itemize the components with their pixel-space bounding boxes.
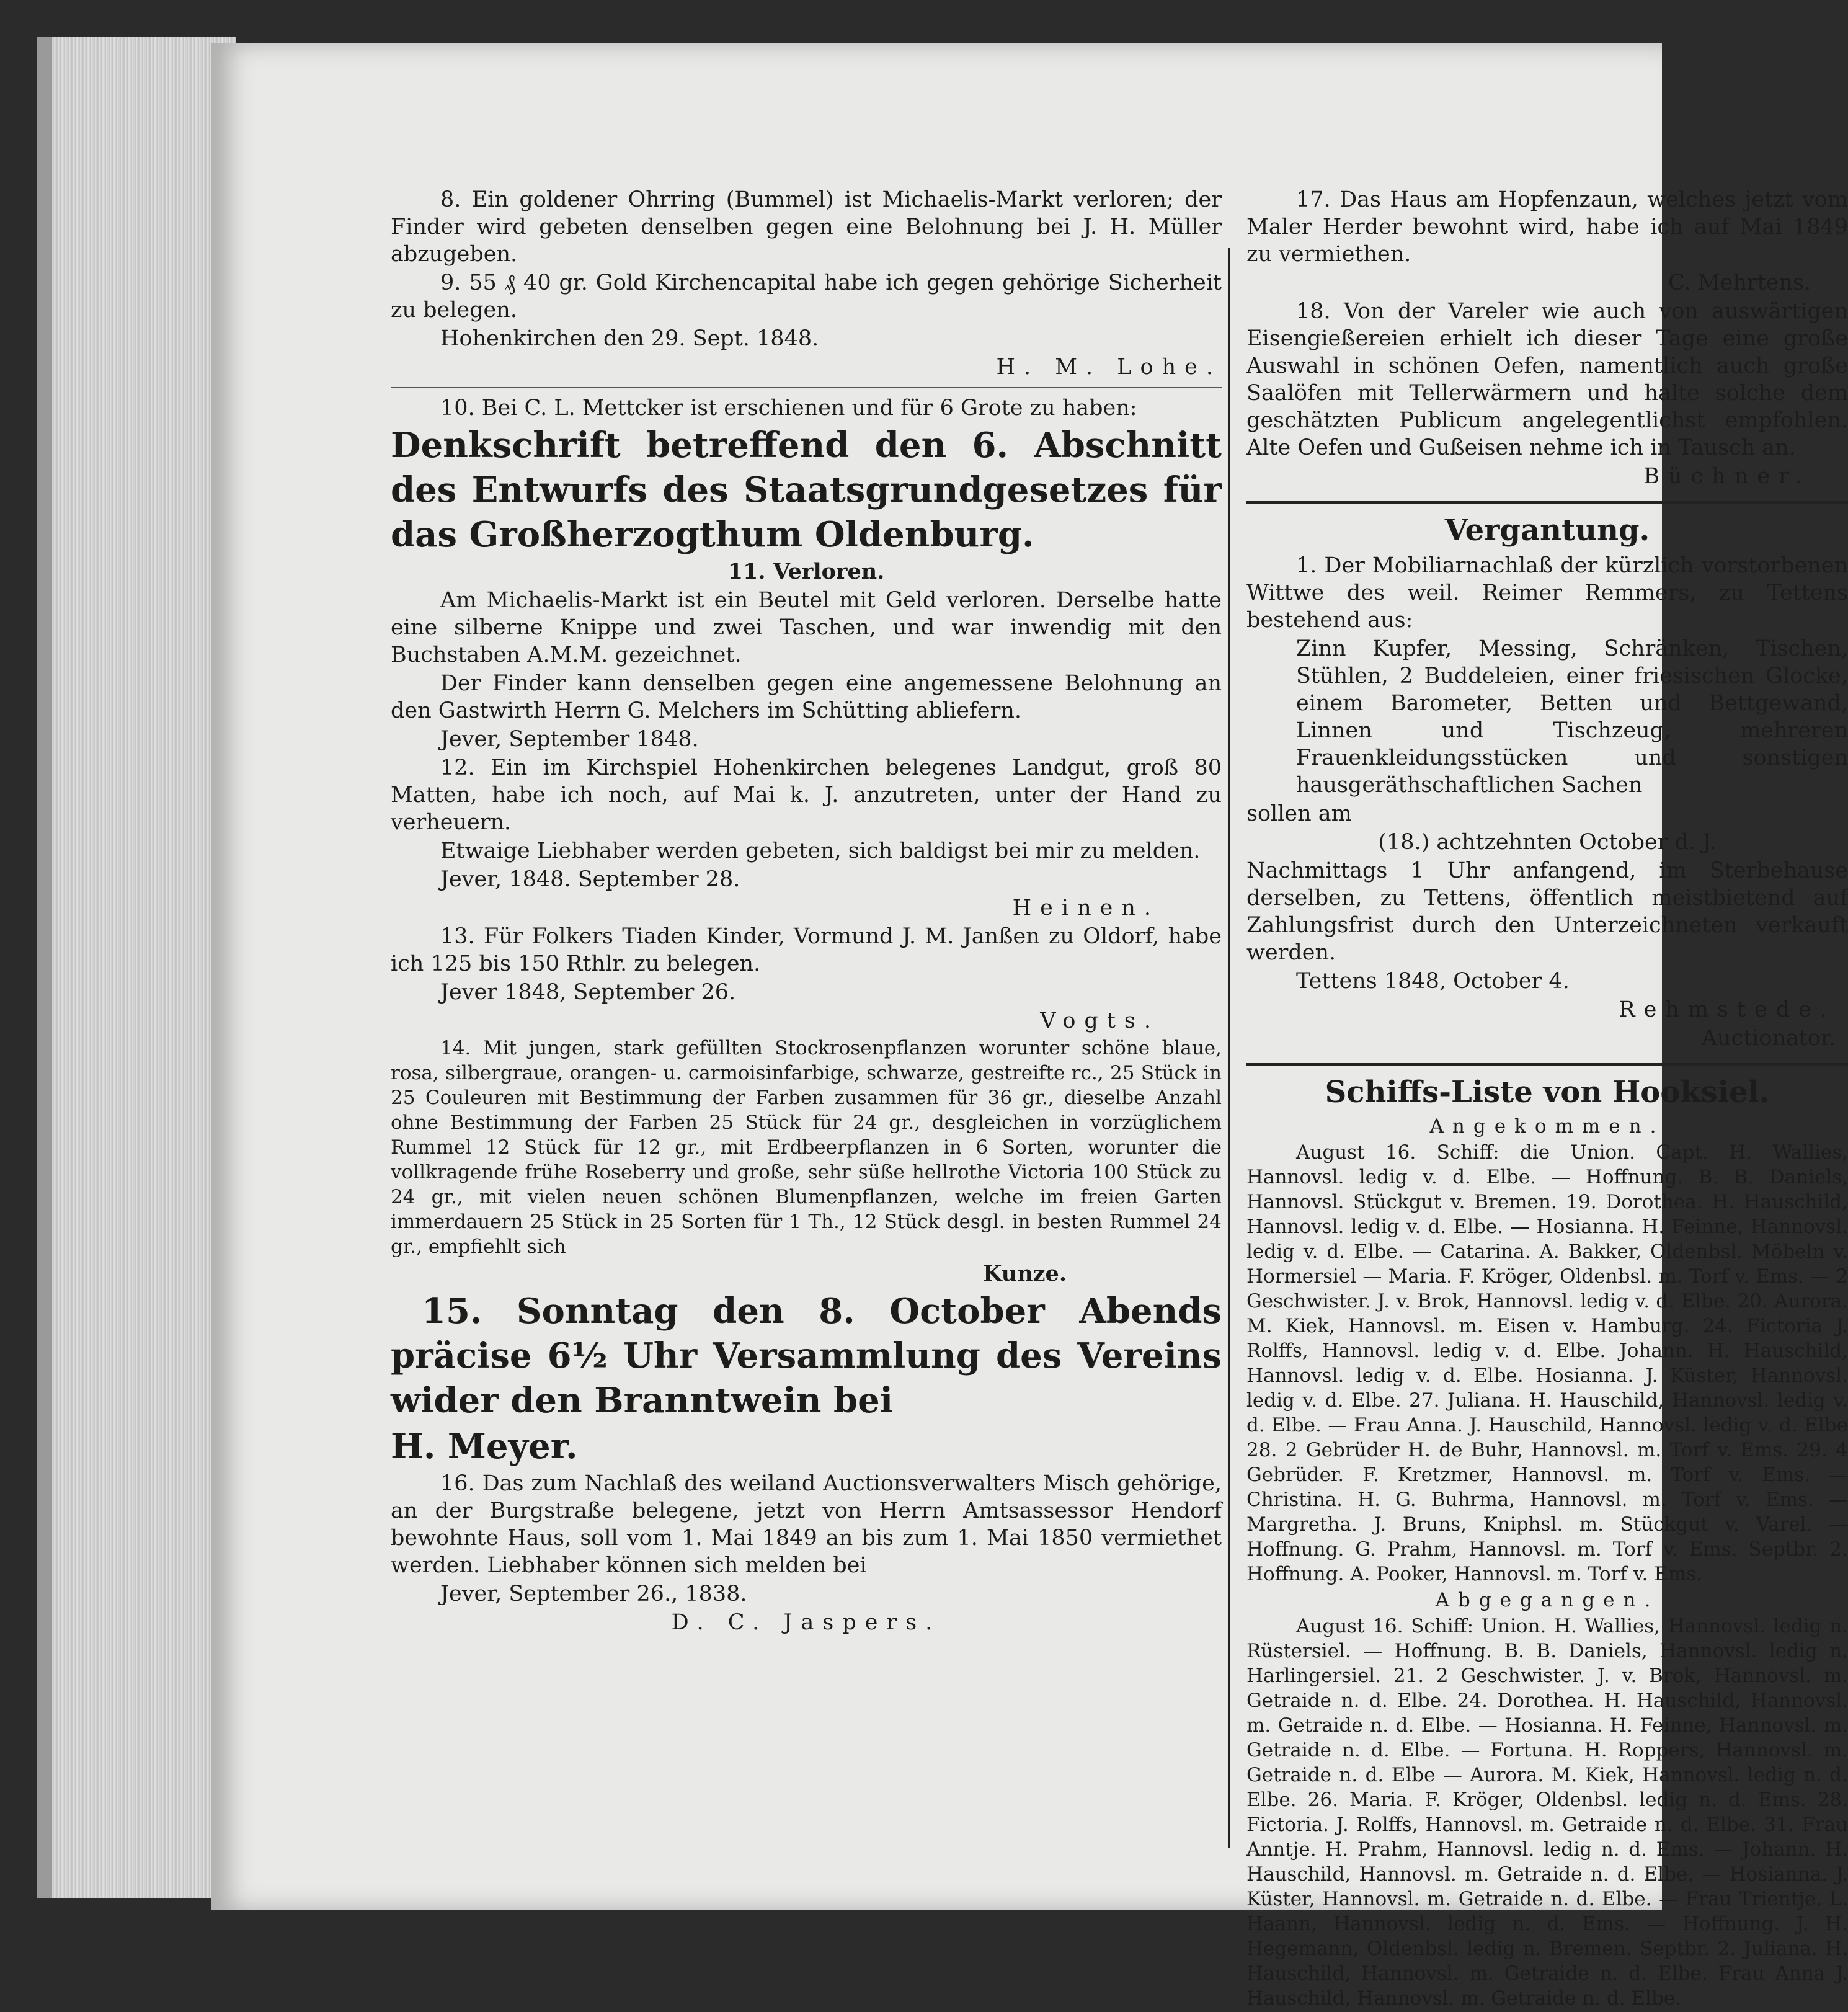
ad-16-signature: D. C. Jaspers. xyxy=(671,1610,941,1635)
ad-12-place: Jever, 1848. September 28. xyxy=(440,867,740,892)
ad-9-signature: H. M. Lohe. xyxy=(996,355,1222,380)
ad-13-place: Jever 1848, September 26. xyxy=(440,980,736,1005)
ad-11-text: Am Michaelis-Markt ist ein Beutel mit Geld verloren. Derselbe hatte eine silberne Knippe und zwei Taschen, und war inwendig mit den Buchstaben A.M.M. gezeichnet. xyxy=(391,588,1222,667)
angekommen-heading: Angekommen. xyxy=(1429,1115,1665,1137)
ad-11-text-2: Der Finder kann denselben gegen eine angemessene Belohnung an den Gastwirth Herrn G. Melchers im Schütting abliefern. xyxy=(391,671,1222,723)
vergantung-1-list: Zinn Kupfer, Messing, Schränken, Tischen, Stühlen, 2 Buddeleien, einer friesischen Glocke, einem Barometer, Betten und Bettgewand, Linnen und Tischzeug, mehreren Frauenkleidungsstücken und sonstigen hausgeräthschaftlichen Sachen xyxy=(1296,636,1848,798)
vergantung-1-place: Tettens 1848, October 4. xyxy=(1296,969,1570,994)
ad-12-text: 12. Ein im Kirchspiel Hohenkirchen belegenes Landgut, groß 80 Matten, habe ich noch, auf Mai k. J. anzutreten, unter der Hand zu verheuern. xyxy=(391,755,1222,835)
section-divider xyxy=(1246,1063,1848,1066)
ad-14-text: 14. Mit jungen, stark gefüllten Stockrosenpflanzen worunter schöne blaue, rosa, silbergraue, orangen- u. carmoisinfarbige, schwarze, gestreifte rc., 25 Stück in 25 Couleuren mit Bestimmung der Farben zusammen für 36 gr., dieselbe Anzahl ohne Bestimmung der Farben 25 Stück für 24 gr., desgleichen in vorzüglichem Rummel 12 Stück für 12 gr., mit Erdbeerpflanzen in 6 Sorten, worunter die vollkragende frühe Roseberry und große, sehr süße hellrothe Victoria 100 Stück zu 24 gr., mit vielen neuen schönen Blumenpflanzen, welche im freien Garten immerdauern 25 Stück in 25 Sorten für 1 Th., 12 Stück desgl. in besten Rummel 24 gr., empfiehlt sich xyxy=(391,1037,1222,1258)
vergantung-heading: Vergantung. xyxy=(1444,513,1650,548)
ad-18-signature: Büchner. xyxy=(1643,464,1811,489)
vergantung-1-signature: Rehmstede. xyxy=(1619,997,1836,1022)
ad-18-text: 18. Von der Vareler wie auch von auswärtigen Eisengießereien erhielt ich dieser Tage eine große Auswahl in schönen Oefen, namentlich auch große Saalöfen mit Tellerwärmern und halte solche dem geschätzten Publicum angelegentlichst empfohlen. Alte Oefen und Gußeisen nehme ich in Tausch an. xyxy=(1246,299,1848,460)
ad-17-text: 17. Das Haus am Hopfenzaun, welches jetzt vom Maler Herder bewohnt wird, habe ich auf Mai 1849 zu vermiethen. xyxy=(1246,187,1848,267)
divider xyxy=(391,387,1222,388)
ad-11-heading: 11. Verloren. xyxy=(727,559,885,584)
ad-16-place: Jever, September 26., 1838. xyxy=(440,1582,747,1606)
schiffs-liste-heading: Schiffs-Liste von Hooksiel. xyxy=(1325,1075,1770,1110)
vergantung-1-text-2: sollen am xyxy=(1246,801,1352,826)
ad-10-book-title: Denkschrift betreffend den 6. Abschnitt des Entwurfs des Staatsgrundgesetzes für das Großherzogthum Oldenburg. xyxy=(391,425,1222,555)
ad-14-signature: Kunze. xyxy=(983,1261,1067,1286)
ad-13-signature: Vogts. xyxy=(1040,1008,1160,1033)
section-divider xyxy=(1246,501,1848,504)
ad-11-place: Jever, September 1848. xyxy=(440,727,699,752)
abgegangen-list: August 16. Schiff: Union. H. Wallies, Hannovsl. ledig n. Rüstersiel. — Hoffnung. B. B. Daniels, Hannovsl. ledig n. Harlingersiel. 21. 2 Geschwister. J. v. Brok, Hannovsl. m. Getraide n. d. Elbe. 24. Dorothea. H. Hauschild, Hannovsl. m. Getraide n. d. Elbe. — Hosianna. H. Feinne, Hannovsl. m. Getraide n. d. Elbe. — Fortuna. H. Roppers, Hannovsl. m. Getraide n. d. Elbe — Aurora. M. Kiek, Hannovsl. ledig n. d. Elbe. 26. Maria. F. Kröger, Oldenbsl. ledig n. d. Ems. 28. Fictoria. J. Rolffs, Hannovsl. m. Getraide n. d. Elbe. 31. Frau Anntje. H. Prahm, Hannovsl. ledig n. d. Ems. — Johann. H. Hauschild, Hannovsl. m. Getraide n. d. Elbe. — Hosianna. J. Küster, Hannovsl. m. Getraide n. d. Elbe. — Frau Trientje. L. Haann, Hannovsl. ledig n. d. Ems. — Hoffnung. J. H. Hegemann, Oldenbsl. ledig n. Bremen. Septbr. 2. Juliana. H. Hauschild, Hannovsl. m. Getraide n. d. Elbe. Frau Anna J. Hauschild, Hannovsl. m. Getraide n. d. Elbe. xyxy=(1246,1615,1848,2010)
vergantung-1-text-3: Nachmittags 1 Uhr anfangend, im Sterbehause derselben, zu Tettens, öffentlich meistbietend auf Zahlungsfrist durch den Unterzeichneten verkauft werden. xyxy=(1246,858,1848,965)
vergantung-1-date: (18.) achtzehnten October d. J. xyxy=(1378,830,1717,855)
ad-16-text: 16. Das zum Nachlaß des weiland Auctionsverwalters Misch gehörige, an der Burgstraße belegene, jetzt von Herrn Amtsassessor Hendorf bewohnte Haus, soll vom 1. Mai 1849 an bis zum 1. Mai 1850 vermiethet werden. Liebhaber können sich melden bei xyxy=(391,1471,1222,1578)
abgegangen-heading: Abgegangen. xyxy=(1435,1589,1659,1611)
ad-13-text: 13. Für Folkers Tiaden Kinder, Vormund J. M. Janßen zu Oldorf, habe ich 125 bis 150 Rthlr. zu belegen. xyxy=(391,924,1222,976)
vergantung-1-signature-title: Auctionator. xyxy=(1701,1026,1836,1051)
newspaper-page xyxy=(211,43,1848,2010)
ad-12-text-2: Etwaige Liebhaber werden gebeten, sich baldigst bei mir zu melden. xyxy=(440,839,1201,863)
left-column xyxy=(391,186,1222,1637)
ad-17-signature: C. Mehrtens. xyxy=(1668,270,1811,295)
right-column xyxy=(1246,186,1848,2012)
angekommen-list: August 16. Schiff: die Union. Capt. H. Wallies, Hannovsl. ledig v. d. Elbe. — Hoffnung. B. B. Daniels, Hannovsl. Stückgut v. Bremen. 19. Dorothea. H. Hauschild, Hannovsl. ledig v. d. Elbe. — Hosianna. H. Feinne, Hannovsl. ledig v. d. Elbe. — Catarina. A. Bakker, Oldenbsl. Möbeln v. Hormersiel — Maria. F. Kröger, Oldenbsl. m. Torf v. Ems. — 2 Geschwister. J. v. Brok, Hannovsl. ledig v. d. Elbe. 20. Aurora. M. Kiek, Hannovsl. m. Eisen v. Hamburg. 24. Fictoria J. Rolffs, Hannovsl. ledig v. d. Elbe. Johann. H. Hauschild, Hannovsl. ledig v. d. Elbe. Hosianna. J. Küster, Hannovsl. ledig v. d. Elbe. 27. Juliana. H. Hauschild, Hannovsl. ledig v. d. Elbe. — Frau Anna. J. Hauschild, Hannovsl. ledig v. d. Elbe 28. 2 Gebrüder H. de Buhr, Hannovsl. m. Torf v. Ems. 29. 4 Gebrüder. F. Kretzmer, Hannovsl. m. Torf v. Ems. — Christina. H. G. Buhrma, Hannovsl. m. Torf v. Ems. — Margretha. J. Bruns, Kniphsl. m. Stückgut v. Varel. — Hoffnung. G. Prahm, Hannovsl. m. Torf v. Ems. Septbr. 2. Hoffnung. A. Pooker, Hannovsl. m. Torf v. Ems. xyxy=(1246,1141,1848,1585)
vergantung-1-text: 1. Der Mobiliarnachlaß der kürzlich vorstorbenen Wittwe des weil. Reimer Remmers, zu Tettens bestehend aus: xyxy=(1246,553,1848,633)
ad-9-place: Hohenkirchen den 29. Sept. 1848. xyxy=(440,326,819,351)
ad-12-signature: Heinen. xyxy=(1012,896,1160,920)
ad-10-text: 10. Bei C. L. Mettcker ist erschienen und für 6 Grote zu haben: xyxy=(440,396,1137,421)
ad-15-text: 15. Sonntag den 8. October Abends präcise 6½ Uhr Versammlung des Vereins wider den Branntwein bei xyxy=(391,1291,1222,1421)
ad-9-text: 9. 55 ₰ 40 gr. Gold Kirchencapital habe ich gegen gehörige Sicherheit zu belegen. xyxy=(391,270,1222,323)
ad-15-signature: H. Meyer. xyxy=(391,1426,578,1467)
book-page-edges xyxy=(37,37,236,1898)
column-rule xyxy=(1228,248,1230,1848)
ad-8: 8. Ein goldener Ohrring (Bummel) ist Michaelis-Markt verloren; der Finder wird gebeten denselben gegen eine Belohnung bei J. H. Müller abzugeben. xyxy=(391,187,1222,267)
